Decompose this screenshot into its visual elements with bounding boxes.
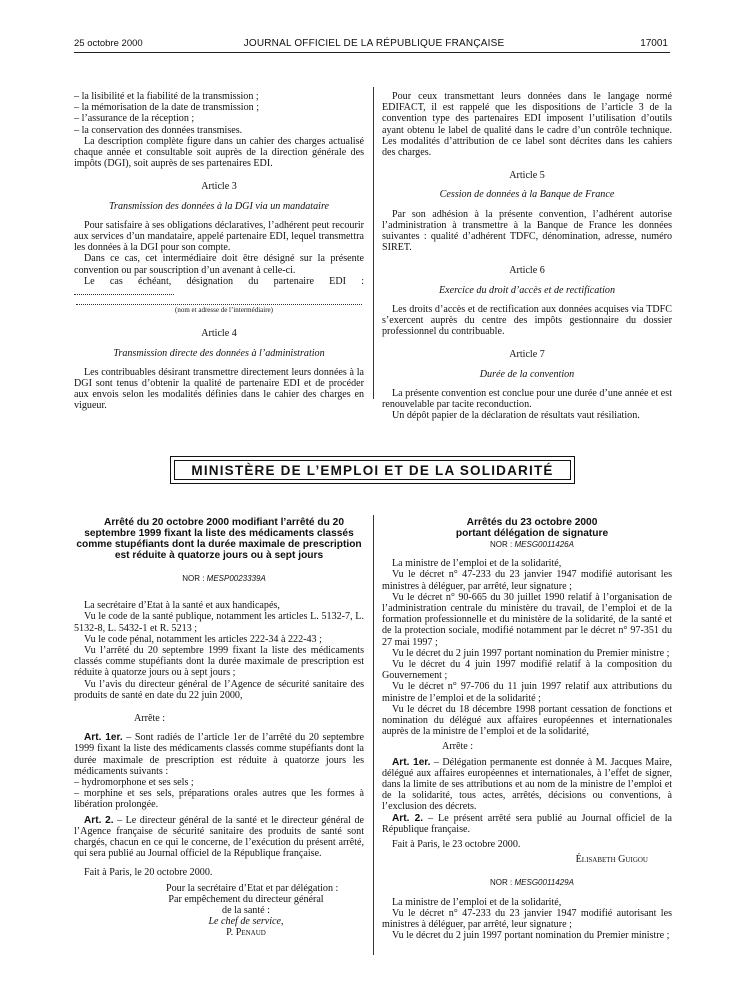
paragraph: Vu l’avis du directeur général de l’Agence de sécurité sanitaire des produits de santé en date du 22 juin 2000, [74, 678, 364, 701]
intermediary-note: (nom et adresse de l’intermédiaire) [175, 306, 273, 315]
header-page-number: 17001 [640, 38, 668, 49]
article-3-subtitle: Transmission des données à la DGI via un mandataire [108, 200, 329, 212]
article-1-text: – Délégation permanente est donnée à M. Jacques Maire, délégué aux affaires européennes et internationales, à l’effet de signer, dans la limite de ses attributions et au nom de la ministre de l’emploi et de la solidarité, tous actes, arrêtés, décisions ou conventions, à l’exclusion des décrets. [382, 756, 672, 813]
arrete-label: Arrête : [442, 741, 474, 753]
article-2-label: Art. 2. [84, 814, 114, 826]
ministry-banner [170, 456, 575, 484]
paragraph: Vu l’arrêté du 20 septembre 1999 fixant la liste des médicaments classés comme stupéfiants dont la durée maximale de prescription est réduite à quatorze jours ou à sept jours ; [74, 645, 364, 679]
list-item: – l’assurance de la réception ; [74, 113, 195, 125]
paragraph: Vu le code pénal, notamment les articles 222-34 à 222-43 ; [84, 633, 322, 645]
nor-reference [74, 573, 364, 584]
ministry-banner-inner [174, 460, 571, 480]
paragraph: Un dépôt papier de la déclaration de résultats vaut résiliation. [392, 410, 640, 422]
fait-a-paris: Fait à Paris, le 23 octobre 2000. [392, 839, 521, 851]
paragraph: Vu le décret du 2 juin 1997 portant nomination du Premier ministre ; [392, 930, 670, 942]
paragraph: Les contribuables désirant transmettre directement leurs données à la DGI sont tenus d’obtenir la qualité de partenaire EDI et de procéder aux envois selon les modalités définies dans le cahier des charges en vigueur. [74, 366, 364, 412]
paragraph: Par son adhésion à la présente convention, l’adhérent autorise l’administration à transmettre à la Banque de France les données suivantes : qualité d’adhérent TDFC, dénomination, adresse, numéro SIRET. [382, 208, 672, 254]
top-left-column [74, 91, 364, 412]
paragraph: La présente convention est conclue pour une durée d’une année et est renouvelable par tacite reconduction. [382, 387, 672, 411]
signature-block [166, 882, 339, 939]
article-2-text: – Le directeur général de la santé et le directeur général de l’Agence française de sécurité sanitaire des produits de santé sont chargés, chacun en ce qui le concerne, de l’exécution du présent arrêté, qui sera publié au Journal officiel de la République française. [74, 814, 364, 860]
bottom-left-column [74, 517, 364, 939]
paragraph: Vu le code de la santé publique, notamment les articles L. 5132-7, L. 5132-8, L. 5432-1 et R. 5213 ; [74, 611, 364, 634]
nor-reference [382, 539, 672, 550]
signature-name: Élisabeth Guigou [575, 854, 648, 866]
article-2 [74, 815, 364, 860]
article-2-text: – Le présent arrêté sera publié au Journal officiel de la République française. [382, 812, 673, 835]
nor-label: NOR : [182, 574, 205, 583]
paragraph: La secrétaire d’Etat à la santé et aux handicapés, [84, 600, 280, 612]
article-1-label: Art. 1er. [392, 756, 431, 768]
edi-partner-label: Le cas échéant, désignation du partenaire EDI : [84, 275, 364, 287]
article-7-subtitle: Durée de la convention [479, 368, 575, 380]
signature-role: Le chef de service, [208, 916, 284, 928]
article-3-heading: Article 3 [201, 181, 237, 193]
paragraph: Vu le décret n° 47-233 du 23 janvier 1947 modifié autorisant les ministres à déléguer, par arrêté, leur signature ; [382, 569, 672, 592]
nor-code: MESP0023339A [206, 574, 266, 583]
paragraph: La ministre de l’emploi et de la solidarité, [392, 558, 562, 570]
decree-title: Arrêté du 20 octobre 2000 modifiant l’arrêté du 20 septembre 1999 fixant la liste des médicaments classés comme stupéfiants dont la durée maximale de prescription est réduite à quatorze jours ou à sept jours [76, 517, 362, 561]
list-item: – la mémorisation de la date de transmission ; [74, 102, 260, 114]
article-1 [74, 732, 364, 777]
paragraph: Vu le décret du 18 décembre 1998 portant cessation de fonctions et nomination du délégué aux affaires européennes et internationales auprès de la ministre de l’emploi et de la solidarité, [382, 703, 672, 738]
paragraph: Vu le décret du 4 juin 1997 modifié relatif à la composition du Gouvernement ; [382, 659, 672, 682]
ministry-title: MINISTÈRE DE L’EMPLOI ET DE LA SOLIDARITÉ [191, 462, 554, 478]
article-6-subtitle: Exercice du droit d’accès et de rectification [438, 284, 615, 296]
decree-subtitle: portant délégation de signature [455, 528, 609, 539]
article-2-label: Art. 2. [392, 812, 424, 824]
article-5-subtitle: Cession de données à la Banque de France [439, 189, 615, 201]
fill-in-line [74, 287, 174, 295]
article-1-label: Art. 1er. [84, 732, 123, 744]
top-right-column [382, 91, 672, 421]
signature-line: Pour la secrétaire d’Etat et par délégation : [166, 882, 339, 894]
paragraph: Vu le décret du 2 juin 1997 portant nomination du Premier ministre ; [392, 647, 670, 659]
transmission-list [74, 91, 364, 136]
article-1 [382, 757, 672, 813]
nor-label: NOR : [490, 540, 513, 549]
paragraph [74, 276, 364, 298]
signature-name: P. Penaud [226, 927, 266, 939]
article-4-heading: Article 4 [201, 328, 237, 340]
list-item: – la lisibilité et la fiabilité de la transmission ; [74, 91, 259, 102]
fait-a-paris: Fait à Paris, le 20 octobre 2000. [84, 867, 213, 879]
header-rule [74, 52, 670, 53]
paragraph: La description complète figure dans un cahier des charges actualisé chaque année et consultable soit auprès de la direction générale des impôts (DGI), soit auprès de ses partenaires EDI. [74, 135, 364, 170]
nor-code: MESG0011426A [514, 540, 574, 549]
paragraph: Dans ce cas, cet intermédiaire doit être désigné sur la présente convention ou par souscription d’un avenant à celle-ci. [74, 253, 364, 276]
paragraph: La ministre de l’emploi et de la solidarité, [392, 896, 562, 908]
list-item: – hydromorphone et ses sels ; [74, 777, 194, 789]
article-2 [382, 813, 672, 835]
header-title: JOURNAL OFFICIEL DE LA RÉPUBLIQUE FRANÇAISE [243, 38, 505, 49]
arrete-label: Arrête : [134, 713, 166, 725]
paragraph: Les droits d’accès et de rectification aux données acquises via TDFC s’exercent auprès du centre des impôts gestionnaire du dossier professionnel du contribuable. [382, 303, 672, 338]
column-divider-top [373, 87, 374, 399]
paragraph: Vu le décret n° 97-706 du 11 juin 1997 relatif aux attributions du ministre de l’emploi et de la solidarité ; [382, 681, 672, 704]
article-7-heading: Article 7 [509, 349, 545, 361]
signature-line: de la santé : [222, 905, 270, 917]
signature-line: Par empêchement du directeur général [168, 893, 324, 905]
decree-title: Arrêtés du 23 octobre 2000 [466, 517, 598, 528]
column-divider-bottom [373, 515, 374, 955]
header-date: 25 octobre 2000 [74, 38, 143, 49]
article-6-heading: Article 6 [509, 265, 545, 277]
list-item: – morphine et ses sels, préparations orales autres que les formes à libération prolongée. [74, 788, 364, 811]
paragraph: Pour satisfaire à ses obligations déclaratives, l’adhérent peut recourir aux services d’un mandataire, appelé partenaire EDI, lequel transmettra les données à la DGI pour son compte. [74, 219, 364, 254]
article-1-text: – Sont radiés de l’article 1er de l’arrêté du 20 septembre 1999 fixant la liste des médicaments classés comme stupéfiants dont la durée maximale de prescription est réduite à quatorze jours les médicaments suivants : [74, 732, 364, 777]
nor-code: MESG0011429A [514, 878, 574, 888]
paragraph: Vu le décret n° 47-233 du 23 janvier 1947 modifié autorisant les ministres à déléguer, par arrêté, leur signature ; [382, 907, 672, 931]
nor-reference [382, 877, 672, 888]
article-4-subtitle: Transmission directe des données à l’administration [113, 347, 325, 359]
paragraph: Vu le décret n° 90-665 du 30 juillet 1990 relatif à l’organisation de l’administration centrale du ministère du travail, de l’emploi et de la formation professionnelle et du ministère de la solidarité, de la santé et de la protection sociale, modifié notamment par le décret n° 97-351 du 27 mai 1997 ; [382, 591, 672, 648]
bottom-right-column [382, 517, 672, 942]
nor-label: NOR : [490, 878, 513, 888]
list-item: – la conservation des données transmises. [74, 124, 243, 136]
paragraph: Pour ceux transmettant leurs données dans le langage normé EDIFACT, il est rappelé que les dispositions de l’article 3 de la convention type des partenaires EDI imposent l’utilisation d’outils ayant obtenu le label de qualité dans le cadre d’un contrôle technique. Les modalités d’attribution de ce label sont décrites dans les cahiers des charges. [382, 91, 672, 159]
article-5-heading: Article 5 [509, 170, 545, 182]
